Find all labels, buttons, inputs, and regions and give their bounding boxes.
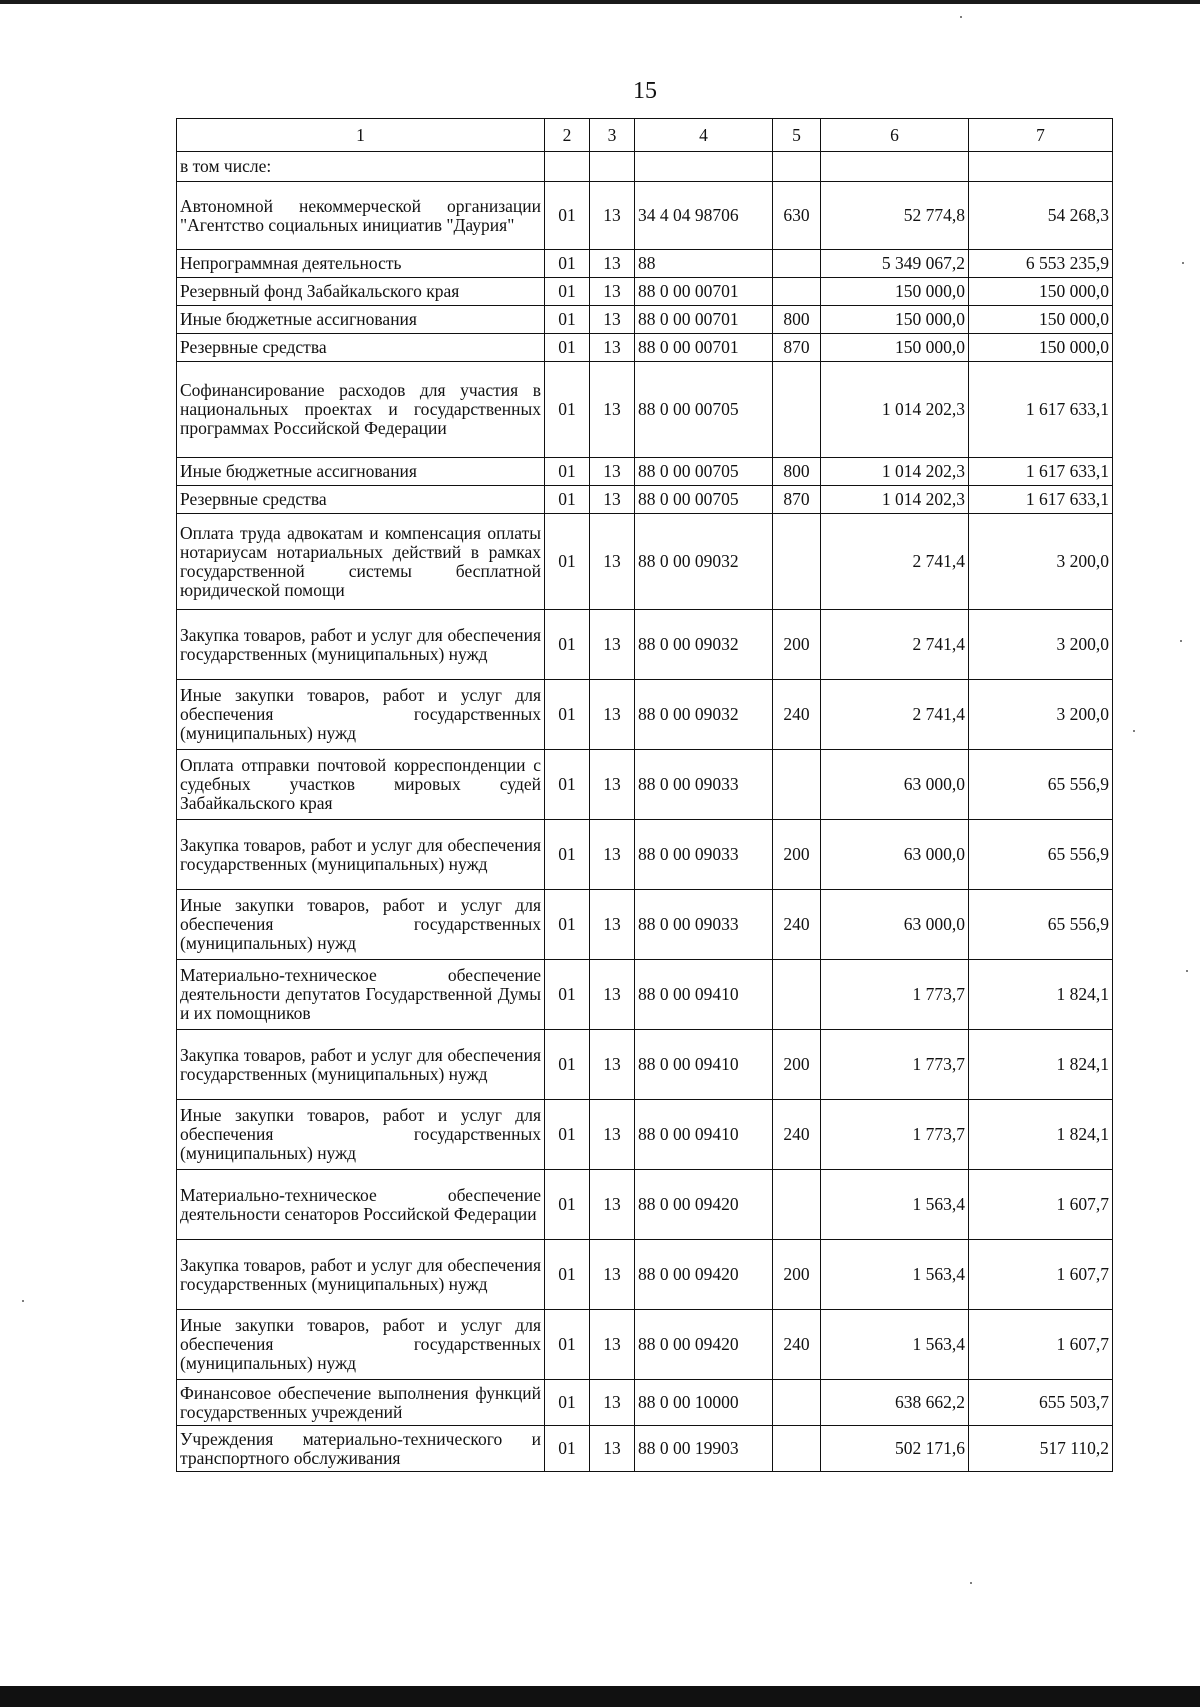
expense-type-cell: [773, 960, 821, 1030]
item-name-cell: Оплата отправки почтовой корреспонденции с судебных участков мировых судей Забайкальского края: [177, 750, 545, 820]
amount-year-1-cell: 63 000,0: [821, 750, 969, 820]
table-row: [177, 306, 1113, 334]
item-name-cell: Резервные средства: [177, 334, 545, 362]
target-code-cell: 88 0 00 09032: [635, 680, 773, 750]
amount-year-1-cell: 2 741,4: [821, 610, 969, 680]
item-name-cell: Резервные средства: [177, 486, 545, 514]
target-code-cell: 88: [635, 250, 773, 278]
section-cell: 01: [545, 1240, 590, 1310]
amount-year-1-cell: 150 000,0: [821, 278, 969, 306]
amount-year-2-cell: 3 200,0: [969, 610, 1113, 680]
expense-type-cell: 200: [773, 1030, 821, 1100]
item-name-cell: Закупка товаров, работ и услуг для обеспечения государственных (муниципальных) нужд: [177, 610, 545, 680]
section-cell: 01: [545, 334, 590, 362]
expense-type-cell: [773, 750, 821, 820]
amount-year-2-cell: 517 110,2: [969, 1426, 1113, 1472]
amount-year-2-cell: 65 556,9: [969, 820, 1113, 890]
subsection-cell: 13: [590, 1380, 635, 1426]
section-cell: 01: [545, 514, 590, 610]
expense-type-cell: 800: [773, 458, 821, 486]
table-header-row: [177, 119, 1113, 152]
item-name-cell: Резервный фонд Забайкальского края: [177, 278, 545, 306]
column-header: 7: [969, 119, 1113, 152]
section-cell: 01: [545, 1170, 590, 1240]
target-code-cell: 88 0 00 09033: [635, 750, 773, 820]
target-code-cell: 88 0 00 00705: [635, 458, 773, 486]
scan-edge-bottom: [0, 1686, 1200, 1707]
expense-type-cell: [773, 1426, 821, 1472]
expense-type-cell: [773, 1380, 821, 1426]
scan-speck: [970, 1582, 972, 1584]
amount-year-2-cell: 1 617 633,1: [969, 486, 1113, 514]
subsection-cell: 13: [590, 182, 635, 250]
expense-type-cell: 200: [773, 610, 821, 680]
amount-year-2-cell: 1 607,7: [969, 1170, 1113, 1240]
subsection-cell: 13: [590, 960, 635, 1030]
table-row: [177, 514, 1113, 610]
column-header: 2: [545, 119, 590, 152]
amount-year-1-cell: 1 773,7: [821, 1030, 969, 1100]
subsection-cell: 13: [590, 1426, 635, 1472]
amount-year-1-cell: 638 662,2: [821, 1380, 969, 1426]
section-cell: 01: [545, 182, 590, 250]
table-row: [177, 680, 1113, 750]
amount-year-2-cell: 150 000,0: [969, 334, 1113, 362]
section-cell: 01: [545, 486, 590, 514]
section-cell: 01: [545, 890, 590, 960]
table-row: [177, 750, 1113, 820]
table-row: [177, 278, 1113, 306]
target-code-cell: 88 0 00 09033: [635, 890, 773, 960]
amount-year-1-cell: 1 563,4: [821, 1310, 969, 1380]
table-row: [177, 1380, 1113, 1426]
subsection-cell: 13: [590, 486, 635, 514]
target-code-cell: 88 0 00 10000: [635, 1380, 773, 1426]
subsection-cell: 13: [590, 362, 635, 458]
expense-type-cell: 800: [773, 306, 821, 334]
budget-table: [176, 118, 1113, 1472]
target-code-cell: 88 0 00 09420: [635, 1170, 773, 1240]
table-row: [177, 334, 1113, 362]
scan-edge-top: [0, 0, 1200, 4]
expense-type-cell: 870: [773, 486, 821, 514]
item-name-cell: Софинансирование расходов для участия в национальных проектах и государственных программах Российской Федерации: [177, 362, 545, 458]
amount-year-1-cell: 1 773,7: [821, 960, 969, 1030]
subsection-cell: 13: [590, 250, 635, 278]
section-cell: 01: [545, 1030, 590, 1100]
section-cell: 01: [545, 960, 590, 1030]
target-code-cell: 88 0 00 09410: [635, 1030, 773, 1100]
page-number: 15: [633, 78, 657, 104]
amount-year-2-cell: 1 607,7: [969, 1240, 1113, 1310]
expense-type-cell: [773, 250, 821, 278]
subsection-cell: 13: [590, 610, 635, 680]
amount-year-1-cell: 2 741,4: [821, 514, 969, 610]
item-name-cell: Иные бюджетные ассигнования: [177, 306, 545, 334]
item-name-cell: Материально-техническое обеспечение деятельности депутатов Государственной Думы и их помощников: [177, 960, 545, 1030]
subsection-cell: 13: [590, 750, 635, 820]
target-code-cell: 88 0 00 09032: [635, 610, 773, 680]
target-code-cell: 34 4 04 98706: [635, 182, 773, 250]
amount-year-1-cell: 63 000,0: [821, 820, 969, 890]
amount-year-1-cell: 2 741,4: [821, 680, 969, 750]
expense-type-cell: 240: [773, 1100, 821, 1170]
scan-speck: [1133, 730, 1135, 732]
subsection-cell: 13: [590, 1240, 635, 1310]
target-code-cell: 88 0 00 19903: [635, 1426, 773, 1472]
target-code-cell: 88 0 00 00705: [635, 362, 773, 458]
item-name-cell: Материально-техническое обеспечение деятельности сенаторов Российской Федерации: [177, 1170, 545, 1240]
amount-year-2-cell: 1 607,7: [969, 1310, 1113, 1380]
target-code-cell: 88 0 00 09420: [635, 1310, 773, 1380]
section-cell: 01: [545, 820, 590, 890]
amount-year-2-cell: 150 000,0: [969, 306, 1113, 334]
item-name-cell: в том числе:: [177, 152, 545, 182]
item-name-cell: Иные закупки товаров, работ и услуг для обеспечения государственных (муниципальных) нужд: [177, 890, 545, 960]
section-cell: 01: [545, 1310, 590, 1380]
subsection-cell: [590, 152, 635, 182]
table-row: [177, 1240, 1113, 1310]
section-cell: 01: [545, 680, 590, 750]
amount-year-1-cell: 150 000,0: [821, 334, 969, 362]
amount-year-2-cell: [969, 152, 1113, 182]
table-row: [177, 610, 1113, 680]
section-cell: 01: [545, 278, 590, 306]
scan-speck: [1180, 640, 1182, 642]
amount-year-2-cell: 6 553 235,9: [969, 250, 1113, 278]
amount-year-2-cell: 655 503,7: [969, 1380, 1113, 1426]
target-code-cell: 88 0 00 00701: [635, 306, 773, 334]
amount-year-1-cell: 63 000,0: [821, 890, 969, 960]
subsection-cell: 13: [590, 278, 635, 306]
amount-year-2-cell: 150 000,0: [969, 278, 1113, 306]
target-code-cell: 88 0 00 09032: [635, 514, 773, 610]
section-cell: 01: [545, 362, 590, 458]
table-row: [177, 890, 1113, 960]
table-row: [177, 486, 1113, 514]
amount-year-2-cell: 1 617 633,1: [969, 362, 1113, 458]
scan-speck: [1182, 262, 1184, 264]
subsection-cell: 13: [590, 306, 635, 334]
section-cell: 01: [545, 1100, 590, 1170]
item-name-cell: Закупка товаров, работ и услуг для обеспечения государственных (муниципальных) нужд: [177, 820, 545, 890]
item-name-cell: Финансовое обеспечение выполнения функций государственных учреждений: [177, 1380, 545, 1426]
amount-year-2-cell: 1 617 633,1: [969, 458, 1113, 486]
amount-year-1-cell: 5 349 067,2: [821, 250, 969, 278]
expense-type-cell: 200: [773, 820, 821, 890]
column-header: 4: [635, 119, 773, 152]
table-row: [177, 182, 1113, 250]
scan-speck: [1186, 970, 1188, 972]
expense-type-cell: [773, 1170, 821, 1240]
expense-type-cell: 240: [773, 1310, 821, 1380]
subsection-cell: 13: [590, 1170, 635, 1240]
section-cell: 01: [545, 1380, 590, 1426]
subsection-cell: 13: [590, 680, 635, 750]
amount-year-1-cell: 1 773,7: [821, 1100, 969, 1170]
item-name-cell: Иные закупки товаров, работ и услуг для обеспечения государственных (муниципальных) нужд: [177, 1310, 545, 1380]
expense-type-cell: [773, 514, 821, 610]
expense-type-cell: 240: [773, 680, 821, 750]
target-code-cell: [635, 152, 773, 182]
section-cell: 01: [545, 458, 590, 486]
amount-year-2-cell: 3 200,0: [969, 680, 1113, 750]
subsection-cell: 13: [590, 820, 635, 890]
table-body: [177, 152, 1113, 1472]
column-header: 5: [773, 119, 821, 152]
target-code-cell: 88 0 00 00701: [635, 278, 773, 306]
expense-type-cell: [773, 362, 821, 458]
item-name-cell: Закупка товаров, работ и услуг для обеспечения государственных (муниципальных) нужд: [177, 1240, 545, 1310]
amount-year-1-cell: 1 563,4: [821, 1240, 969, 1310]
column-header: 1: [177, 119, 545, 152]
subsection-cell: 13: [590, 1310, 635, 1380]
target-code-cell: 88 0 00 09410: [635, 960, 773, 1030]
table-row: [177, 1100, 1113, 1170]
section-cell: 01: [545, 1426, 590, 1472]
expense-type-cell: 630: [773, 182, 821, 250]
table-row: [177, 1030, 1113, 1100]
item-name-cell: Учреждения материально-технического и транспортного обслуживания: [177, 1426, 545, 1472]
amount-year-1-cell: 150 000,0: [821, 306, 969, 334]
subsection-cell: 13: [590, 890, 635, 960]
section-cell: 01: [545, 306, 590, 334]
amount-year-2-cell: 1 824,1: [969, 1030, 1113, 1100]
amount-year-1-cell: 502 171,6: [821, 1426, 969, 1472]
item-name-cell: Иные бюджетные ассигнования: [177, 458, 545, 486]
table-row: [177, 250, 1113, 278]
item-name-cell: Иные закупки товаров, работ и услуг для обеспечения государственных (муниципальных) нужд: [177, 1100, 545, 1170]
target-code-cell: 88 0 00 00705: [635, 486, 773, 514]
table-row: [177, 1310, 1113, 1380]
expense-type-cell: 240: [773, 890, 821, 960]
table-row: [177, 458, 1113, 486]
subsection-cell: 13: [590, 1100, 635, 1170]
subsection-cell: 13: [590, 334, 635, 362]
item-name-cell: Непрограммная деятельность: [177, 250, 545, 278]
table-row: [177, 960, 1113, 1030]
expense-type-cell: 200: [773, 1240, 821, 1310]
item-name-cell: Закупка товаров, работ и услуг для обеспечения государственных (муниципальных) нужд: [177, 1030, 545, 1100]
section-cell: 01: [545, 250, 590, 278]
table-row: [177, 1170, 1113, 1240]
amount-year-1-cell: 52 774,8: [821, 182, 969, 250]
subsection-cell: 13: [590, 458, 635, 486]
target-code-cell: 88 0 00 00701: [635, 334, 773, 362]
amount-year-2-cell: 1 824,1: [969, 960, 1113, 1030]
amount-year-2-cell: 65 556,9: [969, 750, 1113, 820]
target-code-cell: 88 0 00 09033: [635, 820, 773, 890]
amount-year-2-cell: 1 824,1: [969, 1100, 1113, 1170]
amount-year-1-cell: 1 014 202,3: [821, 486, 969, 514]
expense-type-cell: [773, 278, 821, 306]
amount-year-1-cell: [821, 152, 969, 182]
target-code-cell: 88 0 00 09420: [635, 1240, 773, 1310]
section-cell: 01: [545, 750, 590, 820]
amount-year-2-cell: 3 200,0: [969, 514, 1113, 610]
amount-year-2-cell: 65 556,9: [969, 890, 1113, 960]
subsection-cell: 13: [590, 1030, 635, 1100]
column-header: 3: [590, 119, 635, 152]
section-cell: 01: [545, 610, 590, 680]
expense-type-cell: 870: [773, 334, 821, 362]
amount-year-1-cell: 1 563,4: [821, 1170, 969, 1240]
column-header: 6: [821, 119, 969, 152]
scan-speck: [960, 16, 962, 18]
amount-year-2-cell: 54 268,3: [969, 182, 1113, 250]
expense-type-cell: [773, 152, 821, 182]
scan-speck: [22, 1300, 24, 1302]
table-row: [177, 152, 1113, 182]
target-code-cell: 88 0 00 09410: [635, 1100, 773, 1170]
subsection-cell: 13: [590, 514, 635, 610]
amount-year-1-cell: 1 014 202,3: [821, 458, 969, 486]
table-row: [177, 1426, 1113, 1472]
item-name-cell: Автономной некоммерческой организации "Агентство социальных инициатив "Даурия": [177, 182, 545, 250]
table-row: [177, 820, 1113, 890]
section-cell: [545, 152, 590, 182]
item-name-cell: Иные закупки товаров, работ и услуг для обеспечения государственных (муниципальных) нужд: [177, 680, 545, 750]
amount-year-1-cell: 1 014 202,3: [821, 362, 969, 458]
table-row: [177, 362, 1113, 458]
item-name-cell: Оплата труда адвокатам и компенсация оплаты нотариусам нотариальных действий в рамках государственной системы бесплатной юридической помощи: [177, 514, 545, 610]
